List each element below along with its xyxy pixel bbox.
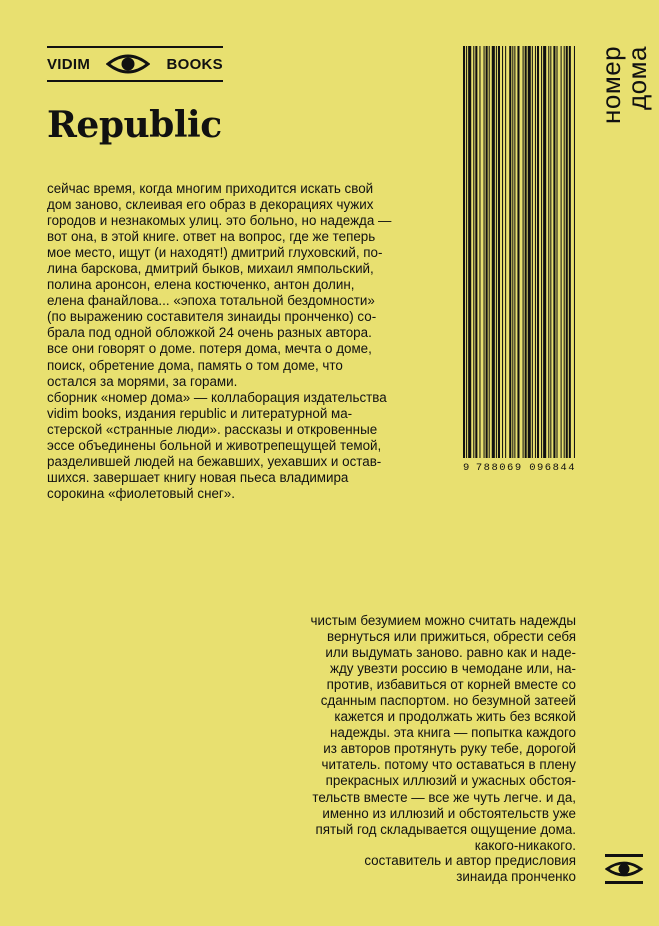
barcode-bar <box>550 46 551 458</box>
barcode-bar <box>505 46 506 458</box>
barcode-bar <box>502 46 503 458</box>
barcode-bar <box>561 46 562 458</box>
publisher-name: Republic <box>47 104 222 146</box>
barcode-bar <box>492 46 495 458</box>
barcode-bar <box>564 46 565 458</box>
blurb-top: сейчас время, когда многим приходится искать свой дом заново, склеивая его образ в декорациях чужих городов и незнакомых улиц. это больно, но надежда — вот она, в этой книге. ответ на вопрос, где же теперь мое место, ищут (и находят!) дмитрий глуховский, по- лина барскова, дмитрий быков, михаил ямпольский, полина аронсон, елена костюченко, антон долин, елена фанайлова... «эпоха тотальной бездомности» (по выражению составителя зинаиды пронченко) со- брала под одной обложкой 24 очень разных автора. все они говорят о доме. потеря дома, мечта о доме, поиск, обретение дома, память о том доме, что остался за морями, за горами. сборник «номер дома» — коллаборация издательства vidim books, издания republic и литературной ма- стерской «странные люди». рассказы и откровенные эссе объединены больной и животрепещущей темой, разделившей людей на бежавших, уехавших и остав- шихся. завершает книгу новая пьеса владимира сорокина «фиолетовый снег». <box>47 181 392 501</box>
eye-icon <box>605 854 643 884</box>
barcode-bar <box>517 46 519 458</box>
isbn-barcode <box>463 46 576 458</box>
barcode-bar <box>496 46 497 458</box>
barcode-bar <box>537 46 539 458</box>
barcode-bar <box>543 46 546 458</box>
barcode-bar <box>479 46 480 458</box>
isbn-group-2: 096844 <box>529 462 576 474</box>
barcode-bar <box>541 46 542 458</box>
barcode-bar <box>484 46 485 458</box>
barcode-bar <box>548 46 549 458</box>
isbn-group-1: 788069 <box>475 462 523 474</box>
blurb-bottom: чистым безумием можно считать надежды вернуться или прижиться, обрести себя или выдумать заново. равно как и наде- жду увезти россию в чемодане или, на- против, избавиться от корней вместе со сданным паспортом. но безумной затеей кажется и продолжать жить без всякой надежды. эта книга — попытка каждого из авторов протянуть руку тебе, дорогой читатель. потому что оставаться в плену прекрасных иллюзий и ужасных обстоя- тельств вместе — все же чуть легче. и да, именно из иллюзий и обстоятельств уже пятый год складывается ощущение дома. какого-никакого. <box>310 613 576 853</box>
barcode-bar <box>473 46 474 458</box>
vidim-books-logo <box>47 46 223 82</box>
book-title: номер дома <box>596 46 652 125</box>
barcode-bar <box>514 46 515 458</box>
barcode-bar <box>475 46 477 458</box>
barcode-bar <box>523 46 524 458</box>
logo-books-text: BOOKS <box>166 55 223 73</box>
barcode-bar <box>486 46 488 458</box>
barcode-bar <box>468 46 471 458</box>
isbn-digits <box>463 462 576 474</box>
barcode-bar <box>553 46 555 458</box>
barcode-bar <box>509 46 511 458</box>
barcode-bar <box>556 46 557 458</box>
barcode-bar <box>463 46 465 458</box>
eye-logo-icon <box>106 52 150 76</box>
barcode-bar <box>569 46 571 458</box>
barcode-bar <box>512 46 513 458</box>
logo-vidim-text: VIDIM <box>47 55 91 73</box>
barcode-bar <box>466 46 467 458</box>
barcode-bar <box>532 46 533 458</box>
barcode-bar <box>566 46 568 458</box>
barcode-bar <box>528 46 531 458</box>
barcode-bar <box>489 46 490 458</box>
credits: составитель и автор предисловия зинаида пронченко <box>364 853 576 885</box>
barcode-bar <box>525 46 527 458</box>
isbn-first-digit: 9 <box>463 462 470 474</box>
barcode-bar <box>498 46 500 458</box>
barcode-bar <box>535 46 536 458</box>
barcode-bar <box>574 46 575 458</box>
